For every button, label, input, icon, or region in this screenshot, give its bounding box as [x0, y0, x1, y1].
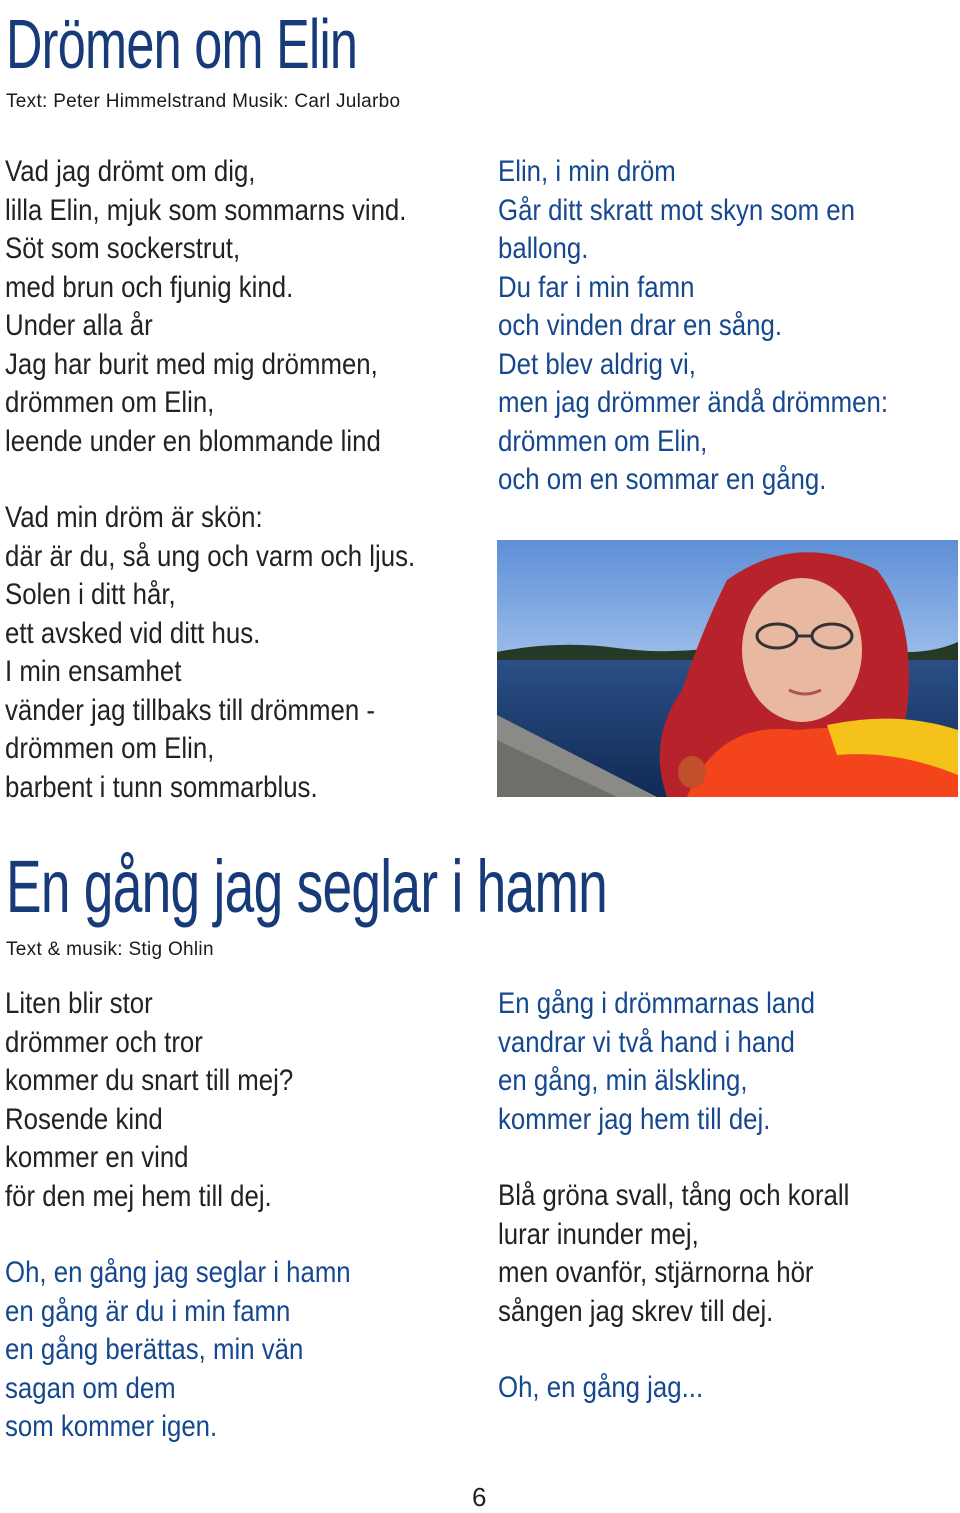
lyric-line: Solen i ditt hår, — [5, 578, 176, 611]
lyric-line: barbent i tunn sommarblus. — [5, 770, 318, 804]
lyric-line: men jag drömmer ändå drömmen: — [498, 386, 889, 419]
lyric-line: drömmen om Elin, — [5, 732, 215, 765]
lyric-line: En gång i drömmarnas land — [498, 987, 815, 1020]
song2-title: En gång jag seglar i hamn — [6, 845, 608, 928]
lyric-line: kommer du snart till mej? — [5, 1064, 294, 1097]
lyric-line: leende under en blommande lind — [5, 424, 381, 458]
lyric-line: I min ensamhet — [5, 655, 182, 688]
lyric-line: lilla Elin, mjuk som sommarns vind. — [5, 193, 407, 227]
lyric-line: vänder jag tillbaks till drömmen - — [5, 693, 375, 727]
song1-credit: Text: Peter Himmelstrand Musik: Carl Jularbo — [6, 91, 401, 112]
song2-credit: Text & musik: Stig Ohlin — [6, 939, 214, 960]
lyric-line: drömmen om Elin, — [5, 386, 215, 419]
lyric-line: vandrar vi två hand i hand — [498, 1025, 795, 1059]
song2-verse2 — [498, 1177, 907, 1331]
song1-verse1 — [5, 153, 472, 461]
lyric-line: Oh, en gång jag seglar i hamn — [5, 1256, 351, 1289]
lyric-line: Liten blir stor — [5, 987, 153, 1020]
song1-title: Drömen om Elin — [6, 5, 358, 83]
lyric-line: Det blev aldrig vi, — [498, 347, 696, 381]
lyric-line: som kommer igen. — [5, 1410, 218, 1443]
lyric-line: lurar inunder mej, — [498, 1217, 699, 1251]
lyric-line: där är du, så ung och varm och ljus. — [5, 539, 416, 573]
lyric-line: Blå gröna svall, tång och korall — [498, 1179, 850, 1212]
song2-verse1 — [5, 985, 340, 1216]
lyric-line: drömmen om Elin, — [498, 424, 708, 458]
song1-chorus — [498, 153, 952, 500]
lyric-line: Elin, i min dröm — [498, 155, 676, 188]
lyric-line: kommer jag hem till dej. — [498, 1102, 771, 1136]
lyric-line: en gång, min älskling, — [498, 1064, 748, 1097]
lyric-line: och vinden drar en sång. — [498, 309, 783, 342]
lyric-line: ballong. — [498, 232, 589, 265]
song2-chorus — [5, 1254, 407, 1447]
lyric-line: Oh, en gång jag... — [498, 1371, 704, 1404]
lyric-line: Vad min dröm är skön: — [5, 501, 263, 534]
lyric-line: sagan om dem — [5, 1371, 176, 1405]
song1-verse2 — [5, 499, 482, 807]
lyric-line: sången jag skrev till dej. — [498, 1294, 774, 1328]
lyric-line: drömmer och tror — [5, 1025, 203, 1059]
lyric-line: Rosende kind — [5, 1102, 163, 1136]
lyric-line: Under alla år — [5, 309, 153, 342]
song2-chorus-right — [498, 985, 867, 1139]
lyric-line: kommer en vind — [5, 1141, 189, 1174]
lyric-line: en gång är du i min famn — [5, 1294, 291, 1328]
lyric-line: Vad jag drömt om dig, — [5, 155, 256, 188]
lyric-line: men ovanför, stjärnorna hör — [498, 1256, 814, 1289]
lyric-line: Söt som sockerstrut, — [5, 232, 241, 265]
lyric-line: ett avsked vid ditt hus. — [5, 616, 261, 650]
song2-chorus-reprise — [498, 1369, 737, 1408]
lyric-line: Jag har burit med mig drömmen, — [5, 347, 378, 381]
lyric-line: och om en sommar en gång. — [498, 463, 827, 496]
lyric-line: för den mej hem till dej. — [5, 1179, 272, 1213]
lyric-line: en gång berättas, min vän — [5, 1333, 304, 1366]
lyric-line: Går ditt skratt mot skyn som en — [498, 193, 856, 227]
page-number: 6 — [472, 1482, 487, 1512]
lyric-line: Du far i min famn — [498, 270, 695, 304]
lyric-line: med brun och fjunig kind. — [5, 270, 294, 304]
photo-woman-on-boat — [497, 540, 958, 797]
